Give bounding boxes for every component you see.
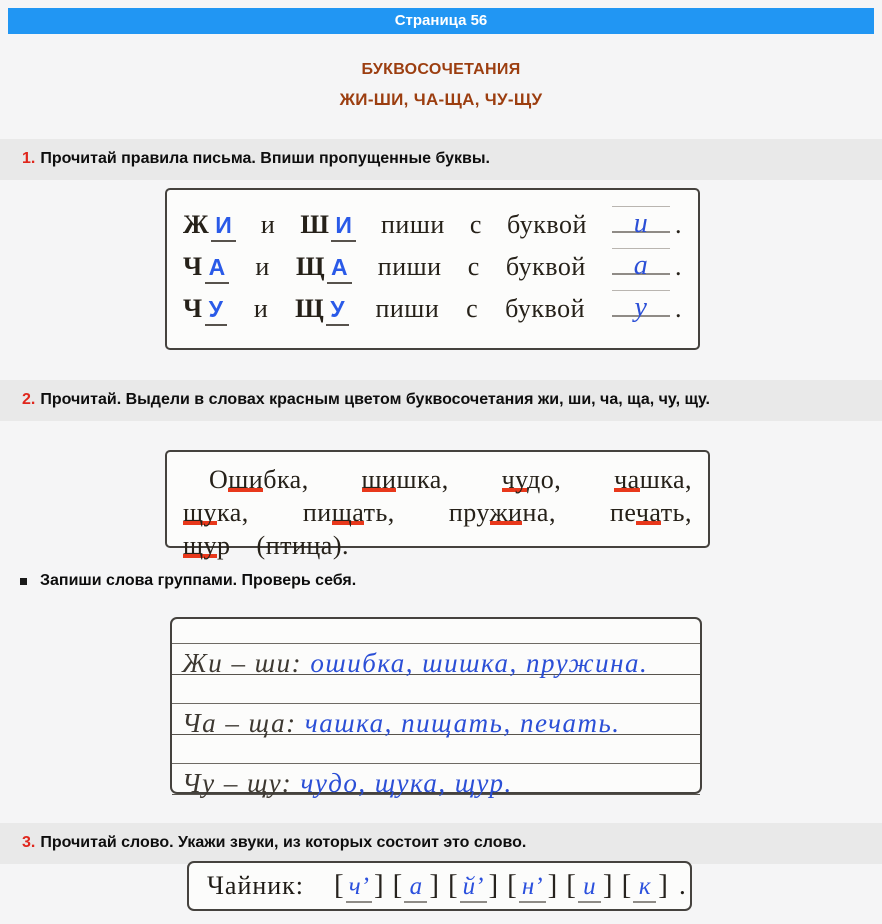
rule-fill-letter[interactable]: И	[211, 212, 236, 242]
rule-period: .	[674, 252, 682, 281]
red-marked-letters: щу	[183, 498, 218, 527]
red-marked-letters: чу	[501, 465, 528, 494]
rule-word: с	[467, 252, 480, 281]
word-token[interactable]: (птица).	[256, 531, 349, 560]
group-label: Ча – ща:	[182, 708, 305, 738]
rule-fill-letter[interactable]: А	[327, 254, 352, 284]
rule-answer	[612, 290, 682, 324]
bracket-open: [	[566, 869, 576, 902]
group-words: ошибка, шишка, пружина.	[310, 648, 649, 678]
sound-letter[interactable]: ч’	[346, 873, 372, 903]
sound-cell	[566, 869, 612, 903]
red-marked-letters: жи	[489, 498, 523, 527]
group-label: Жи – ши:	[182, 648, 311, 678]
handwriting-row[interactable]	[172, 763, 700, 798]
pair-consonant: Ж	[183, 210, 210, 239]
exercise2-text: Прочитай. Выдели в словах красным цветом буквосочетания жи, ши, ча, ща, чу, щу.	[40, 391, 710, 408]
word-token[interactable]: шишка,	[361, 465, 449, 494]
word-token[interactable]: печать,	[610, 498, 692, 527]
rule-answer	[612, 248, 682, 282]
sound-letter[interactable]: й’	[460, 873, 487, 903]
words-box	[165, 450, 710, 560]
word-token[interactable]: пружина,	[448, 498, 556, 527]
words-lines	[183, 463, 692, 562]
handwriting-row[interactable]	[172, 703, 700, 738]
exercise1-instruction	[0, 139, 882, 180]
pair-consonant: Щ	[295, 294, 325, 323]
sound-letter[interactable]: а	[404, 873, 427, 903]
rule-period: .	[674, 294, 682, 323]
rule-word: с	[466, 294, 479, 323]
bracket-open: [	[448, 869, 458, 902]
bracket-close: ]	[429, 869, 439, 902]
sound-word-label: Чайник:	[207, 871, 305, 900]
word-token[interactable]: щур	[183, 531, 231, 560]
bracket-close: ]	[658, 869, 668, 902]
bracket-close: ]	[602, 869, 613, 902]
bracket-open: [	[334, 869, 344, 902]
pair-consonant: Щ	[295, 252, 326, 281]
sound-cell	[622, 869, 668, 903]
rule-fill-letter[interactable]: У	[326, 296, 348, 326]
words-line	[183, 463, 692, 496]
red-marked-letters: щу	[183, 531, 218, 560]
exercise1-number: 1.	[22, 150, 36, 167]
letter-pair	[296, 252, 352, 284]
rule-word: пиши	[381, 210, 445, 239]
page-number-title: Страница 56	[394, 12, 488, 29]
sound-cell	[448, 869, 498, 903]
sounds-box	[187, 861, 692, 911]
rule-answer-blank[interactable]	[612, 290, 670, 323]
page-header-bar	[8, 8, 874, 34]
rule-fill-letter[interactable]: А	[205, 254, 230, 284]
sound-letter[interactable]: н’	[519, 873, 546, 903]
handwriting-text	[182, 770, 513, 797]
bracket-close: ]	[373, 869, 384, 902]
exercise1-text: Прочитай правила письма. Впиши пропущенные буквы.	[40, 150, 490, 167]
rule-answer-letter: а	[633, 250, 649, 281]
sound-cell	[507, 869, 557, 903]
rule-period: .	[674, 210, 682, 239]
red-marked-letters: ча	[614, 465, 640, 494]
sound-letter[interactable]: к	[633, 873, 656, 903]
word-token[interactable]: Ошибка,	[209, 465, 309, 494]
sound-letter[interactable]: и	[578, 873, 601, 903]
handwriting-text	[182, 650, 648, 677]
red-marked-letters: ши	[228, 465, 264, 494]
handwriting-text	[182, 710, 621, 737]
letter-pair	[183, 210, 236, 242]
exercise3-instruction	[0, 823, 882, 864]
red-marked-letters: ща	[331, 498, 364, 527]
exercise2-number: 2.	[22, 391, 36, 408]
page-subtitle: ЖИ-ШИ, ЧА-ЩА, ЧУ-ЩУ	[339, 90, 543, 109]
rules-box	[165, 188, 700, 350]
rule-word: пиши	[375, 294, 440, 323]
rule-word: буквой	[506, 210, 587, 239]
rule-word: пиши	[377, 252, 442, 281]
red-marked-letters: ши	[361, 465, 397, 494]
page-title: БУКВОСОЧЕТАНИЯ	[361, 61, 521, 78]
words-line	[183, 529, 692, 562]
rule-answer-letter: и	[633, 208, 649, 239]
handwriting-row[interactable]	[172, 643, 700, 678]
square-bullet-icon	[20, 578, 27, 585]
conjunction: и	[253, 294, 269, 323]
rules-rows	[183, 206, 682, 332]
words-line	[183, 496, 692, 529]
red-marked-letters: ча	[635, 498, 661, 527]
conjunction: и	[255, 252, 270, 281]
rule-fill-letter[interactable]: И	[331, 212, 356, 242]
rule-row	[183, 290, 682, 332]
exercise2-instruction	[0, 380, 882, 421]
rule-answer-blank[interactable]	[612, 248, 670, 281]
word-token[interactable]: пищать,	[302, 498, 395, 527]
sounds-row	[334, 869, 686, 903]
word-token[interactable]: чашка,	[614, 465, 692, 494]
pair-consonant: Ч	[183, 252, 203, 281]
bracket-open: [	[392, 869, 403, 902]
letter-pair	[295, 294, 348, 326]
word-token[interactable]: щука,	[183, 498, 249, 527]
subtask-text: Запиши слова группами. Проверь себя.	[40, 572, 357, 589]
writing-box	[170, 617, 702, 798]
letter-pair	[183, 294, 227, 326]
rule-answer	[612, 206, 682, 240]
letter-pair	[183, 252, 229, 284]
rule-word: с	[469, 210, 482, 239]
group-words: чашка, пищать, печать.	[304, 708, 621, 738]
bracket-close: ]	[488, 869, 499, 902]
exercise3-number: 3.	[22, 834, 36, 851]
rule-answer-blank[interactable]	[612, 206, 670, 239]
writing-rows	[172, 643, 700, 798]
rule-row	[183, 248, 682, 290]
sound-cell	[393, 869, 439, 903]
rule-answer-letter: у	[634, 292, 648, 323]
letter-pair	[300, 210, 356, 242]
rule-word: буквой	[505, 252, 586, 281]
pair-consonant: Ч	[183, 294, 203, 323]
conjunction: и	[260, 210, 276, 239]
group-words: чудо, щука, щур.	[300, 768, 513, 798]
rule-fill-letter[interactable]: У	[205, 296, 227, 326]
pair-consonant: Ш	[300, 210, 330, 239]
bracket-open: [	[507, 869, 517, 902]
sound-cell	[334, 869, 384, 903]
rule-row	[183, 206, 682, 248]
bracket-close: ]	[547, 869, 558, 902]
subtask-row	[20, 572, 356, 590]
bracket-open: [	[621, 869, 632, 902]
group-label: Чу – щу:	[182, 768, 301, 798]
sentence-period: .	[678, 870, 686, 901]
rule-word: буквой	[505, 294, 586, 323]
exercise3-text: Прочитай слово. Укажи звуки, из которых состоит это слово.	[40, 834, 527, 851]
word-token[interactable]: чудо,	[501, 465, 562, 494]
